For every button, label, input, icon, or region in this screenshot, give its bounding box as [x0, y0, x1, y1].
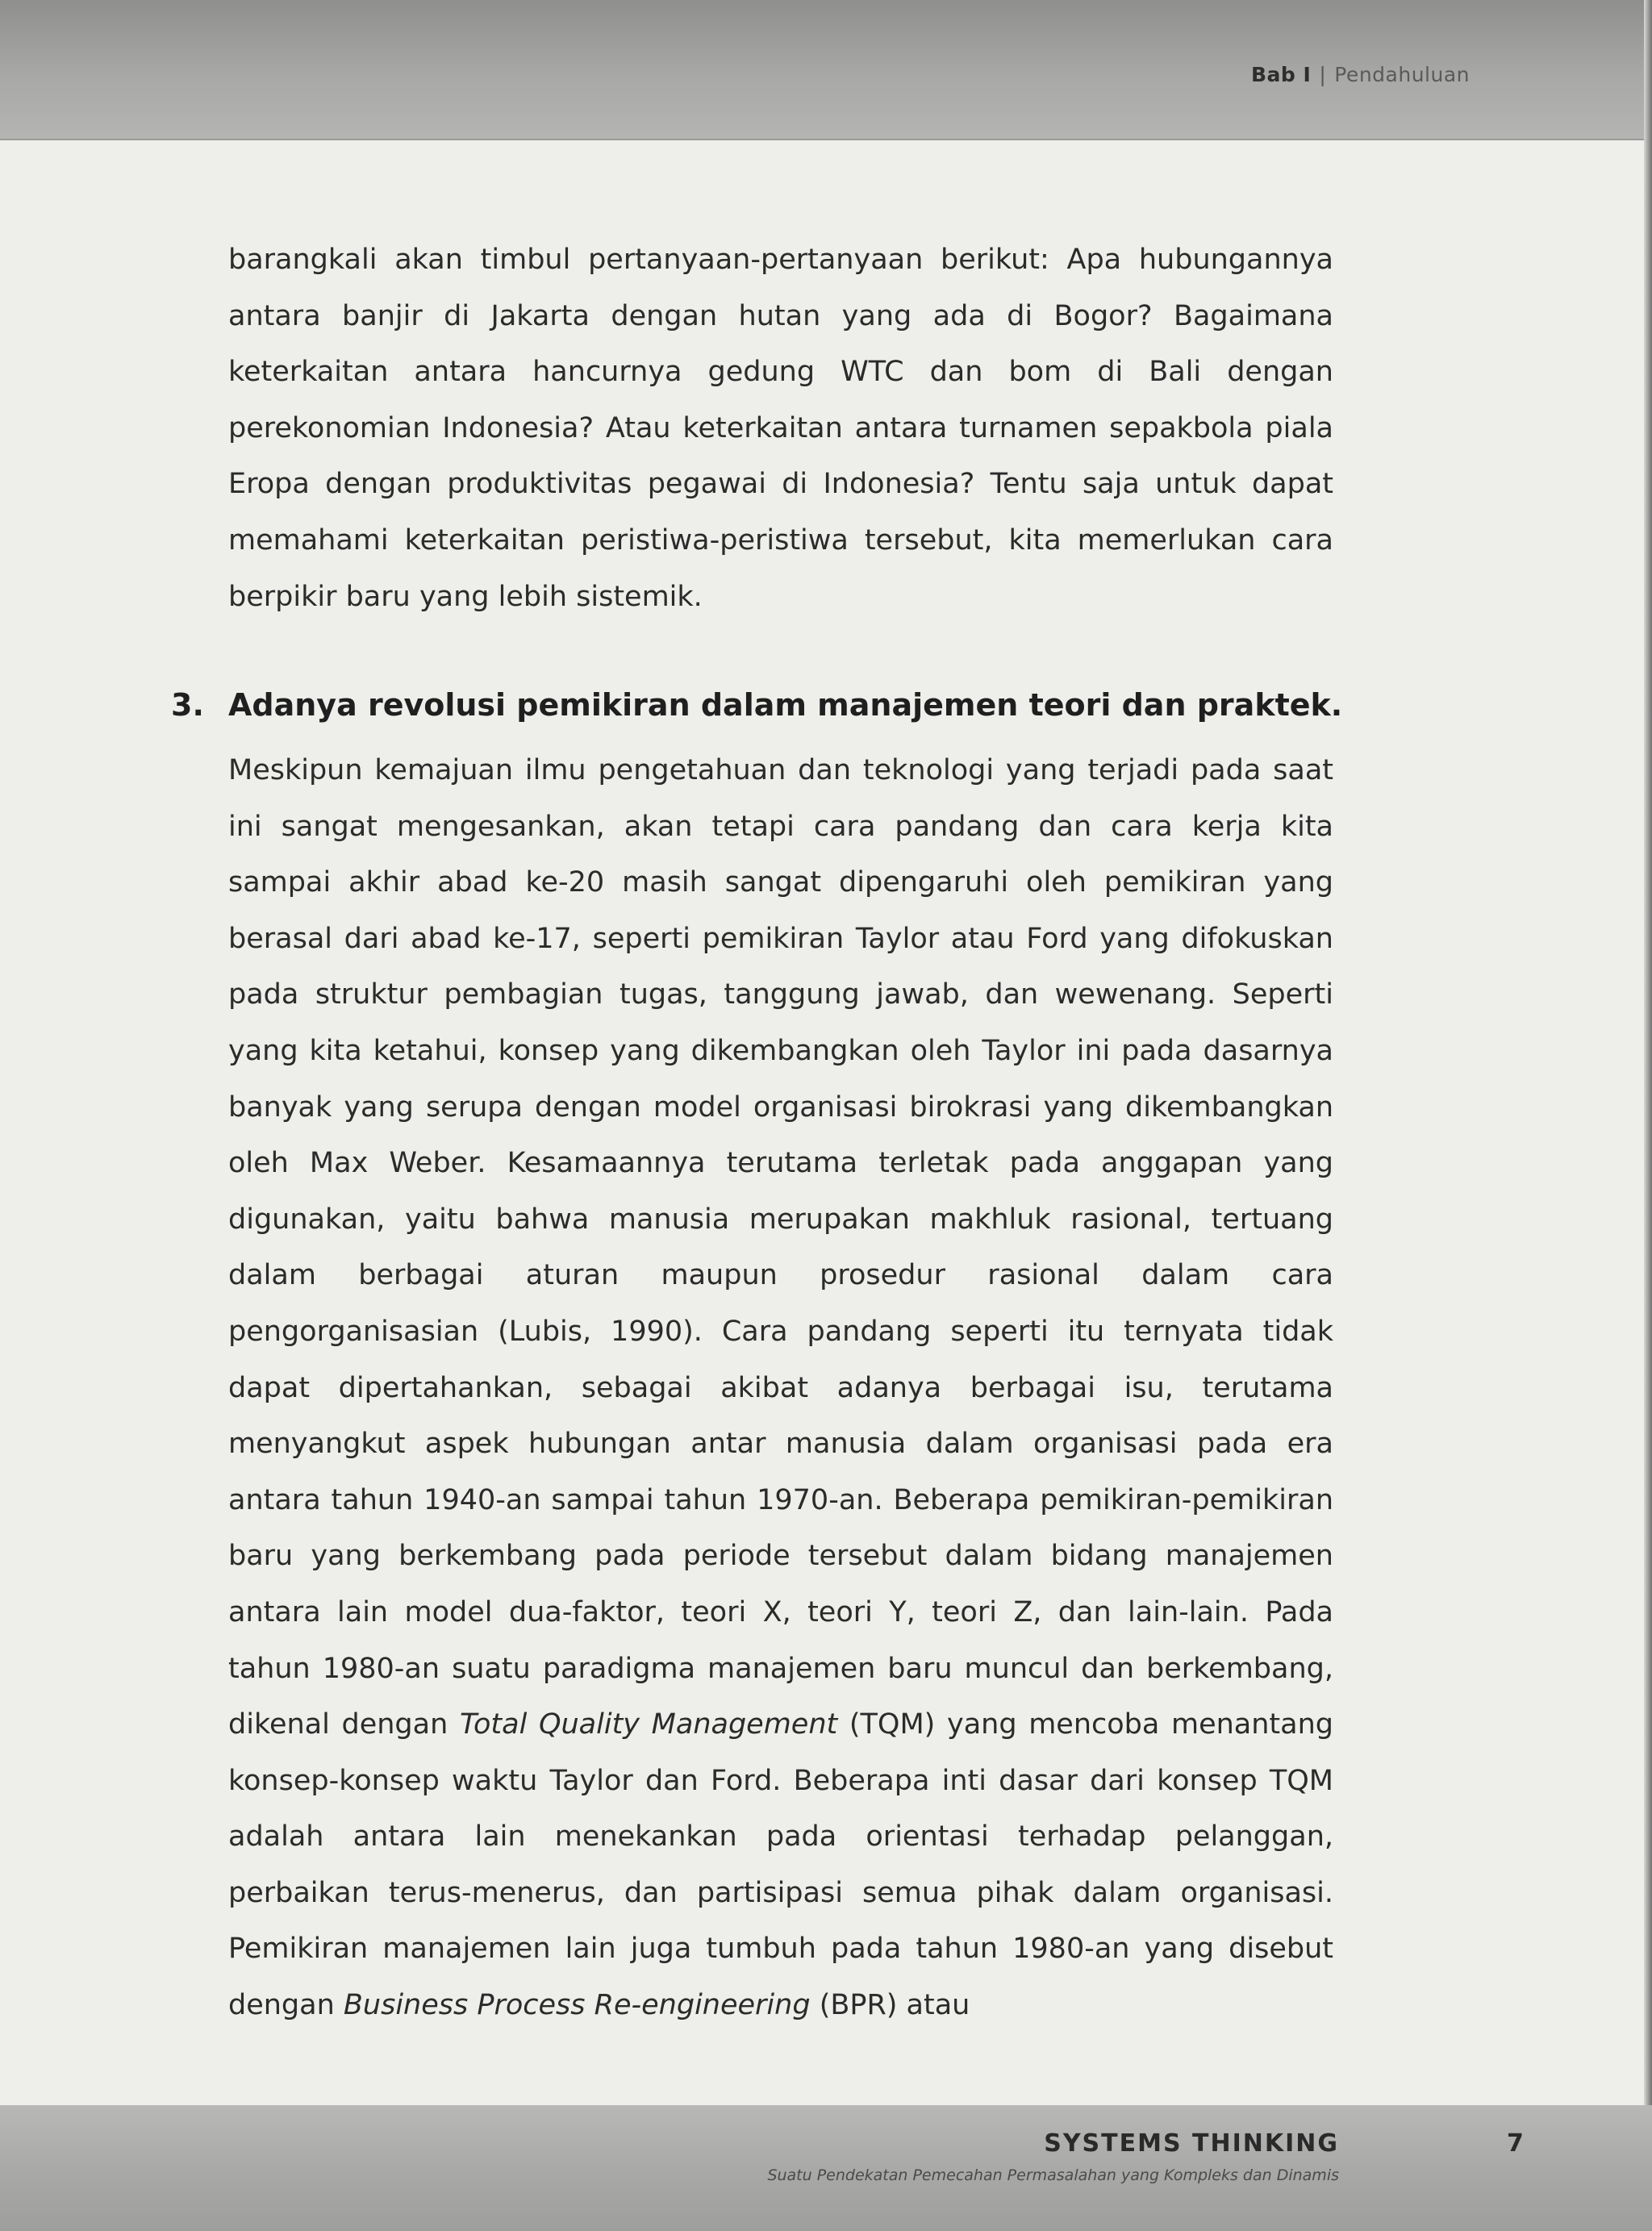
- book-title: SYSTEMS THINKING: [1044, 2129, 1339, 2158]
- paragraph-text-part2: (TQM) yang mencoba menantang konsep-konsep waktu Taylor dan Ford. Beberapa inti dasar dari konsep TQM adalah antara lain menekankan pada orientasi terhadap pelanggan, perbaikan terus-menerus, dan partisipasi semua pihak dalam organisasi. Pemikiran manajemen lain juga tumbuh pada tahun 1980-an yang disebut dengan: [228, 1708, 1333, 2022]
- running-head: [1251, 63, 1470, 86]
- scan-edge-shadow: [1644, 0, 1652, 2231]
- term-total-quality-management: Total Quality Management: [459, 1708, 838, 1741]
- page-body: [228, 232, 1333, 625]
- section-number: 3.: [171, 687, 204, 723]
- paragraph-text-part3: (BPR) atau: [810, 1989, 970, 2022]
- running-head-section: Pendahuluan: [1334, 63, 1470, 86]
- running-head-chapter: Bab I: [1250, 63, 1312, 86]
- term-business-process-reengineering: Business Process Re-engineering: [343, 1989, 811, 2022]
- paragraph-text-part1: Meskipun kemajuan ilmu pengetahuan dan teknologi yang terjadi pada saat ini sangat mengesankan, akan tetapi cara pandang dan cara kerja kita sampai akhir abad ke-20 masih sangat dipengaruhi oleh pemikiran yang berasal dari abad ke-17, seperti pemikiran Taylor atau Ford yang difokuskan pada struktur pembagian tugas, tanggung jawab, dan wewenang. Seperti yang kita ketahui, konsep yang dikembangkan oleh Taylor ini pada dasarnya banyak yang serupa dengan model organisasi birokrasi yang dikembangkan oleh Max Weber. Kesamaannya terutama terletak pada anggapan yang digunakan, yaitu bahwa manusia merupakan makhluk rasional, tertuang dalam berbagai aturan maupun prosedur rasional dalam cara pengorganisasian (Lubis, 1990). Cara pandang seperti itu ternyata tidak dapat dipertahankan, sebagai akibat adanya berbagai isu, terutama menyangkut aspek hubungan antar manusia dalam organisasi pada era antara tahun 1940-an sampai tahun 1970-an. Beberapa pemikiran-pemikiran baru yang berkembang pada periode tersebut dalam bidang manajemen antara lain model dua-faktor, teori X, teori Y, teori Z, dan lain-lain. Pada tahun 1980-an suatu paradigma manajemen baru muncul dan berkembang, dikenal dengan: [228, 754, 1333, 1741]
- section-heading: [171, 687, 1341, 723]
- paragraph-section-3: [228, 743, 1333, 2034]
- page-number: 7: [1507, 2129, 1524, 2158]
- running-head-separator: |: [1319, 63, 1327, 86]
- paragraph-intro: barangkali akan timbul pertanyaan-pertanyaan berikut: Apa hubungannya antara banjir di Jakarta dengan hutan yang ada di Bogor? Bagaimana keterkaitan antara hancurnya gedung WTC dan bom di Bali dengan perekonomian Indonesia? Atau keterkaitan antara turnamen sepakbola piala Eropa dengan produktivitas pegawai di Indonesia? Tentu saja untuk dapat memahami keterkaitan peristiwa-peristiwa tersebut, kita memerlukan cara berpikir baru yang lebih sistemik.: [228, 244, 1333, 613]
- book-subtitle: Suatu Pendekatan Pemecahan Permasalahan yang Kompleks dan Dinamis: [767, 2166, 1339, 2184]
- section-title: Adanya revolusi pemikiran dalam manajemen teori dan praktek.: [228, 687, 1343, 723]
